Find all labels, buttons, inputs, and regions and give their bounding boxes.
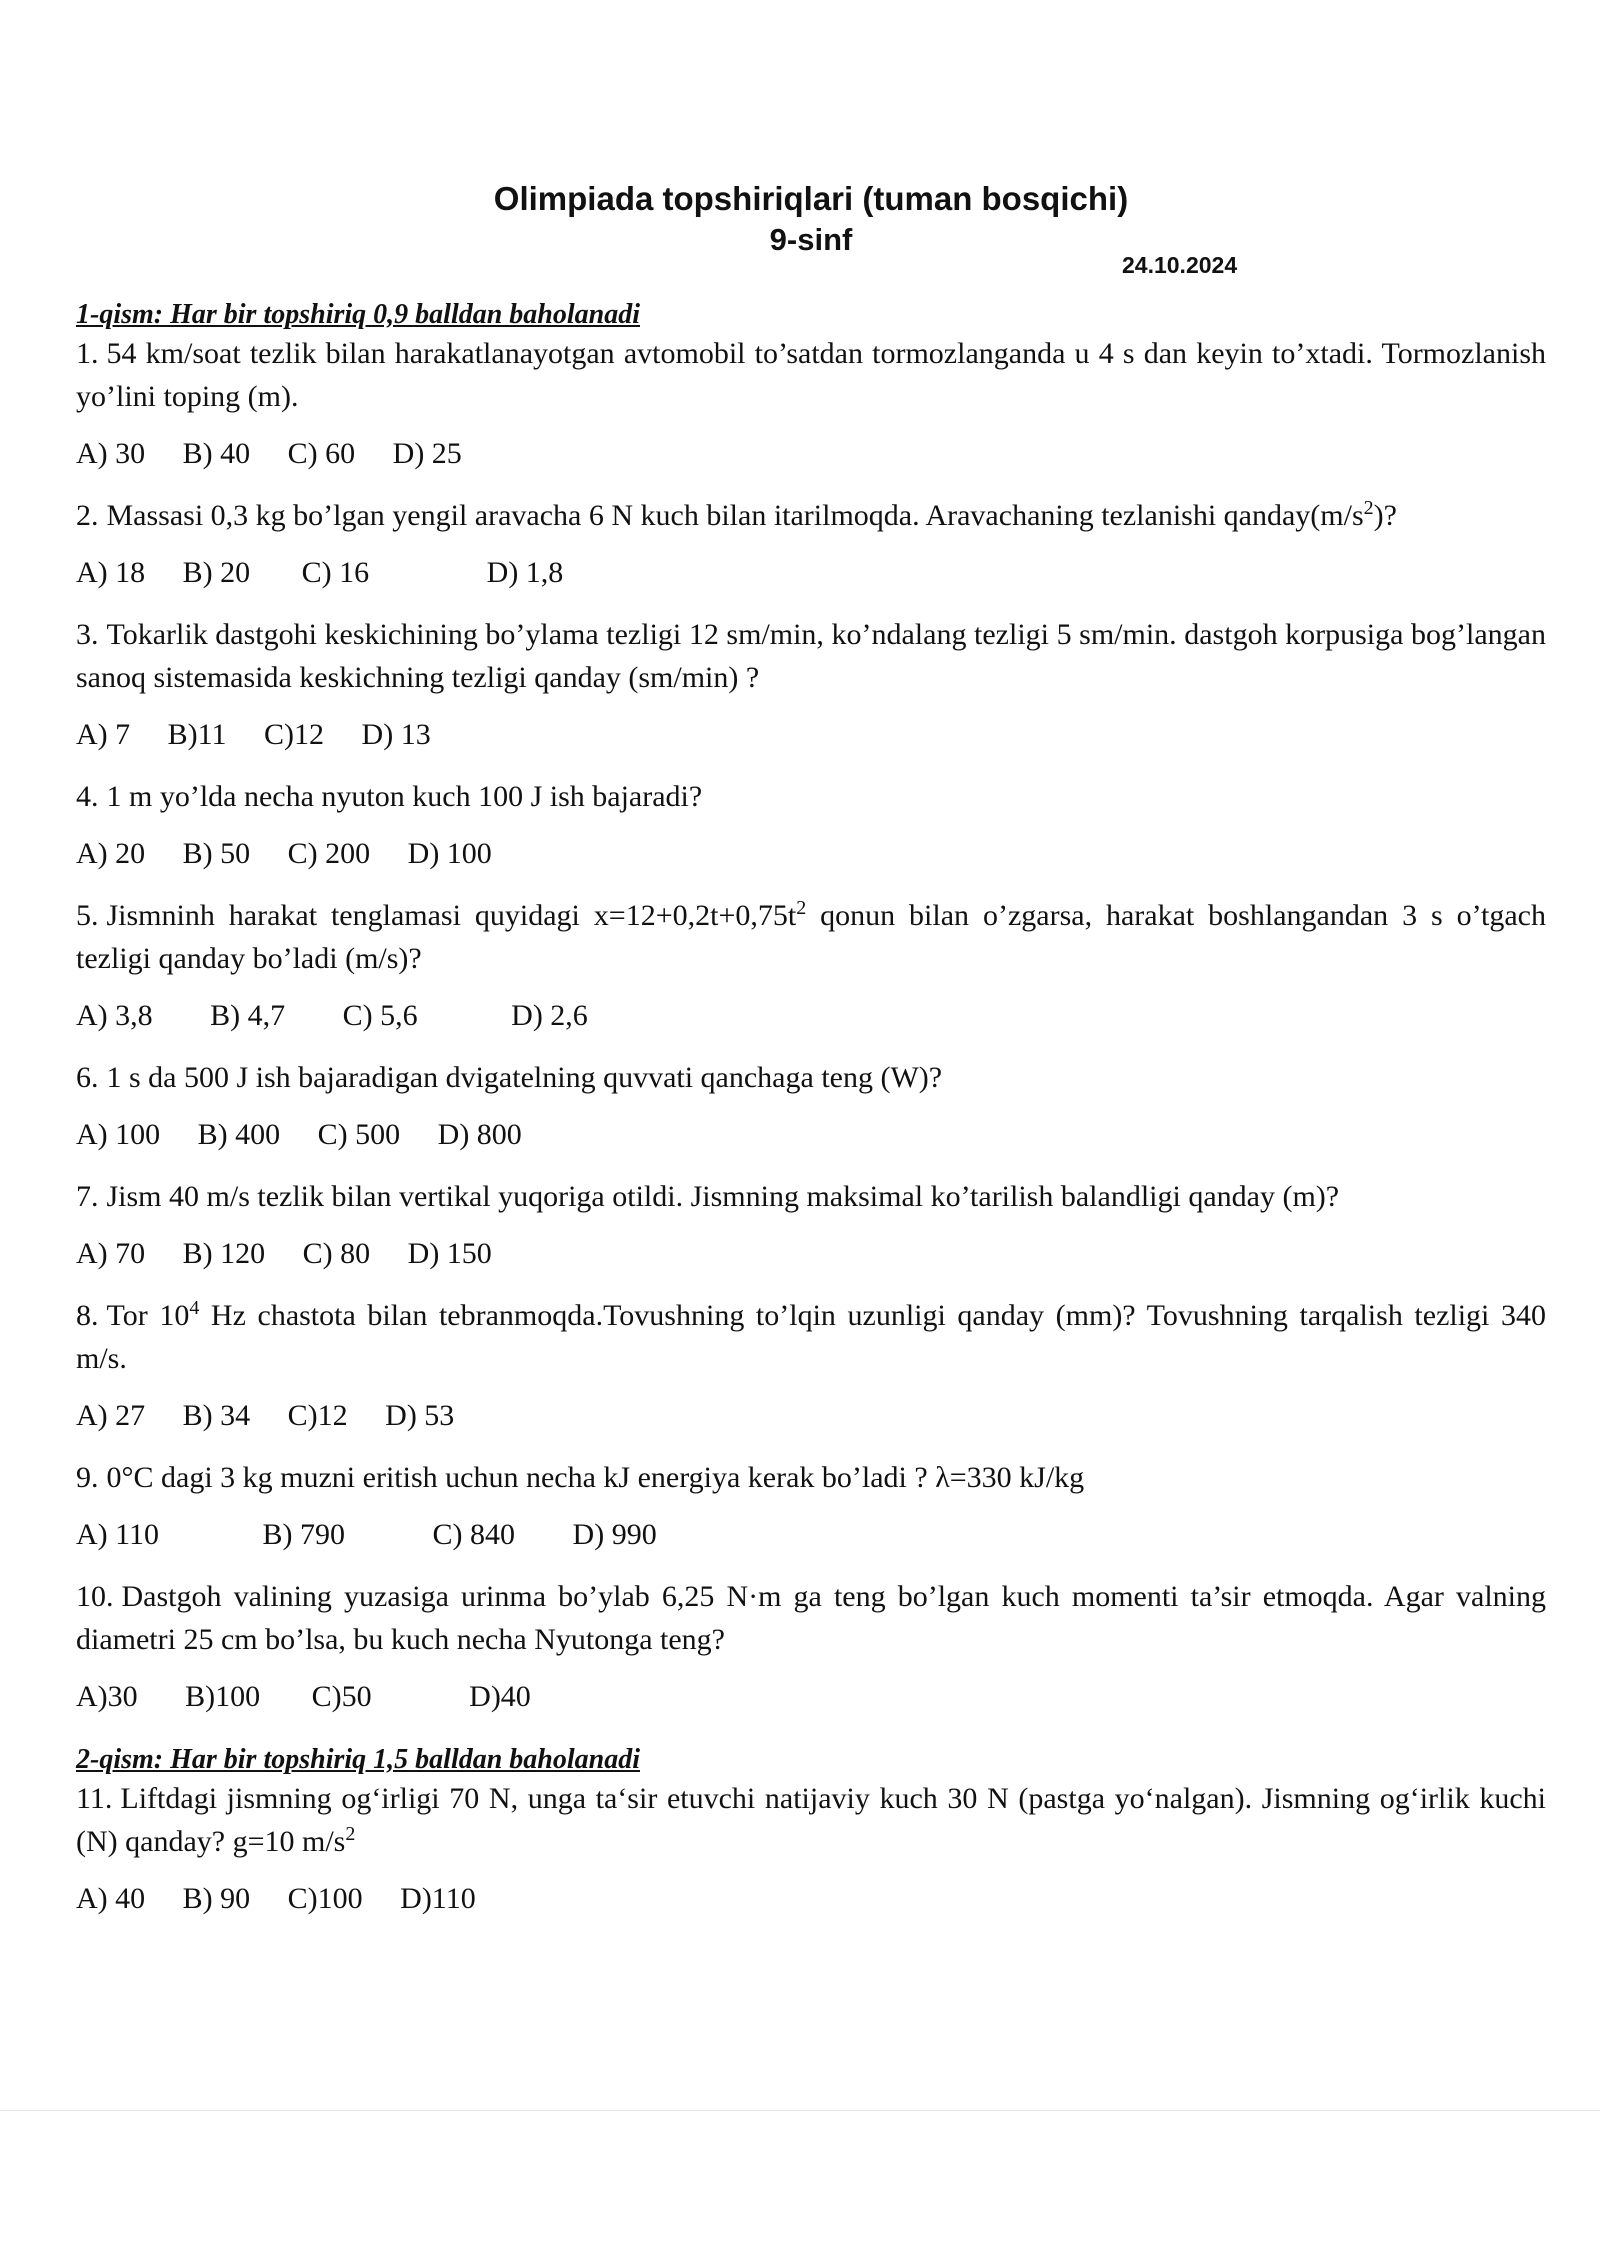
question-number: 5. <box>76 899 99 932</box>
question-text <box>76 1456 1546 1499</box>
option-c: C) 840 <box>432 1518 516 1551</box>
answer-options <box>76 1517 1546 1553</box>
option-d: D) 25 <box>392 437 462 470</box>
grade-label: 9-sinf <box>769 222 853 257</box>
question-body-end: Hz chastota bilan tebranmoqda.Tovushning to’lqin uzunligi qanday (mm)? Tovushning tarqalish tezligi 340 m/s. <box>76 1299 1546 1375</box>
question-number: 6. <box>76 1061 99 1094</box>
section-2-heading: 2-qism: Har bir topshiriq 1,5 balldan baholanadi <box>76 1744 640 1775</box>
option-d: D) 2,6 <box>511 999 588 1032</box>
question-4 <box>76 775 1546 872</box>
question-body: 54 km/soat tezlik bilan harakatlanayotgan avtomobil to’satdan tormozlanganda u 4 s dan keyin to’xtadi. Tormozlanish yo’lini toping (m). <box>76 337 1546 413</box>
option-b: B) 4,7 <box>210 999 286 1032</box>
option-b: B)100 <box>185 1680 261 1713</box>
option-a: A) 27 <box>76 1399 146 1432</box>
question-10 <box>76 1575 1546 1715</box>
question-body: Tokarlik dastgohi keskichining bo’ylama tezligi 12 sm/min, ko’ndalang tezligi 5 sm/min. dastgoh korpusiga bog’langan sanoq sistemasida keskichning tezligi qanday (sm/min) ? <box>76 618 1546 694</box>
option-c: C) 200 <box>287 837 371 870</box>
option-b: B) 400 <box>197 1118 281 1151</box>
answer-options <box>76 998 1546 1034</box>
question-1 <box>76 332 1546 472</box>
option-c: C) 60 <box>287 437 356 470</box>
question-text <box>76 494 1546 537</box>
question-text <box>76 1294 1546 1380</box>
question-number: 3. <box>76 618 99 651</box>
superscript: 4 <box>189 1297 200 1319</box>
option-d: D)110 <box>400 1882 476 1915</box>
option-a: A) 7 <box>76 718 131 751</box>
option-b: B) 50 <box>182 837 251 870</box>
answer-options <box>76 1236 1546 1272</box>
question-body: Jism 40 m/s tezlik bilan vertikal yuqoriga otildi. Jismning maksimal ko’tarilish balandligi qanday (m)? <box>106 1180 1340 1213</box>
question-number: 10. <box>76 1580 114 1613</box>
question-body: 1 s da 500 J ish bajaradigan dvigatelning quvvati qanchaga teng (W)? <box>106 1061 943 1094</box>
option-c: C) 500 <box>317 1118 401 1151</box>
question-body: 0°C dagi 3 kg muzni eritish uchun necha kJ energiya kerak bo’ladi ? λ=330 kJ/kg <box>106 1461 1085 1494</box>
option-a: A) 40 <box>76 1882 146 1915</box>
option-c: C) 5,6 <box>342 999 418 1032</box>
option-b: B) 790 <box>262 1518 346 1551</box>
option-d: D) 1,8 <box>486 556 564 589</box>
question-text <box>76 1575 1546 1661</box>
option-a: A) 110 <box>76 1518 160 1551</box>
option-c: C)50 <box>311 1680 372 1713</box>
question-text <box>76 332 1546 418</box>
question-text <box>76 775 1546 818</box>
question-body: Massasi 0,3 kg bo’lgan yengil aravacha 6 N kuch bilan itarilmoqda. Aravachaning tezlanishi qanday(m/s <box>106 499 1364 532</box>
option-a: A) 30 <box>76 437 146 470</box>
answer-options <box>76 1679 1546 1715</box>
option-d: D)40 <box>469 1680 531 1713</box>
option-b: B) 34 <box>182 1399 251 1432</box>
question-2 <box>76 494 1546 591</box>
question-text <box>76 1777 1546 1863</box>
question-11 <box>76 1777 1546 1917</box>
question-body: Tor 10 <box>106 1299 190 1332</box>
question-body: Liftdagi jismning og‘irligi 70 N, unga ta‘sir etuvchi natijaviy kuch 30 N (pastga yo‘nalgan). Jismning og‘irlik kuchi (N) qanday? g=10 m/s <box>76 1782 1546 1858</box>
question-number: 1. <box>76 337 99 370</box>
question-body-end: qonun bilan o’zgarsa, harakat boshlangandan 3 s o’tgach tezligi qanday bo’ladi (m/s)? <box>76 899 1547 975</box>
question-3 <box>76 613 1546 753</box>
question-text <box>76 1056 1546 1099</box>
option-d: D) 150 <box>407 1237 492 1270</box>
option-b: B) 40 <box>182 437 251 470</box>
superscript: 2 <box>796 897 807 919</box>
option-b: B) 120 <box>182 1237 266 1270</box>
option-b: B) 20 <box>182 556 251 589</box>
question-number: 4. <box>76 780 99 813</box>
question-number: 9. <box>76 1461 99 1494</box>
worksheet-page <box>76 178 1546 1939</box>
question-body: Dastgoh valining yuzasiga urinma bo’ylab 6,25 N·m ga teng bo’lgan kuch momenti ta’sir etmoqda. Agar valning diametri 25 cm bo’lsa, bu kuch necha Nyutonga teng? <box>76 1580 1546 1656</box>
option-a: A) 20 <box>76 837 146 870</box>
question-5 <box>76 894 1546 1034</box>
question-number: 11. <box>76 1782 113 1815</box>
question-number: 8. <box>76 1299 99 1332</box>
question-7 <box>76 1175 1546 1272</box>
option-c: C) 16 <box>301 556 370 589</box>
option-a: A) 100 <box>76 1118 161 1151</box>
question-body: 1 m yo’lda necha nyuton kuch 100 J ish bajaradi? <box>106 780 703 813</box>
question-text <box>76 894 1546 980</box>
question-9 <box>76 1456 1546 1553</box>
question-body: Jismninh harakat tenglamasi quyidagi x=12+0,2t+0,75t <box>106 899 797 932</box>
option-d: D) 800 <box>437 1118 522 1151</box>
option-b: B) 90 <box>182 1882 251 1915</box>
option-b: B)11 <box>167 718 227 751</box>
question-body-end: )? <box>1373 499 1397 532</box>
option-d: D) 100 <box>407 837 492 870</box>
document-date: 24.10.2024 <box>1122 252 1238 278</box>
question-number: 2. <box>76 499 99 532</box>
document-title: Olimpiada topshiriqlari (tuman bosqichi) <box>493 180 1129 217</box>
answer-options <box>76 555 1546 591</box>
option-a: A) 70 <box>76 1237 146 1270</box>
answer-options <box>76 1117 1546 1153</box>
option-a: A)30 <box>76 1680 138 1713</box>
option-d: D) 990 <box>572 1518 657 1551</box>
answer-options <box>76 1398 1546 1434</box>
option-d: D) 13 <box>361 718 431 751</box>
superscript: 2 <box>1363 497 1374 519</box>
option-c: C)100 <box>287 1882 363 1915</box>
option-d: D) 53 <box>385 1399 455 1432</box>
question-text <box>76 613 1546 699</box>
question-6 <box>76 1056 1546 1153</box>
option-a: A) 3,8 <box>76 999 153 1032</box>
option-c: C)12 <box>287 1399 348 1432</box>
question-text <box>76 1175 1546 1218</box>
option-a: A) 18 <box>76 556 146 589</box>
answer-options <box>76 836 1546 872</box>
option-c: C)12 <box>264 718 325 751</box>
option-c: C) 80 <box>302 1237 371 1270</box>
question-number: 7. <box>76 1180 99 1213</box>
question-8 <box>76 1294 1546 1434</box>
section-1-heading: 1-qism: Har bir topshiriq 0,9 balldan baholanadi <box>76 299 640 330</box>
answer-options <box>76 717 1546 753</box>
superscript: 2 <box>345 1823 356 1845</box>
answer-options <box>76 436 1546 472</box>
page-bottom-divider <box>0 2110 1600 2111</box>
answer-options <box>76 1881 1546 1917</box>
